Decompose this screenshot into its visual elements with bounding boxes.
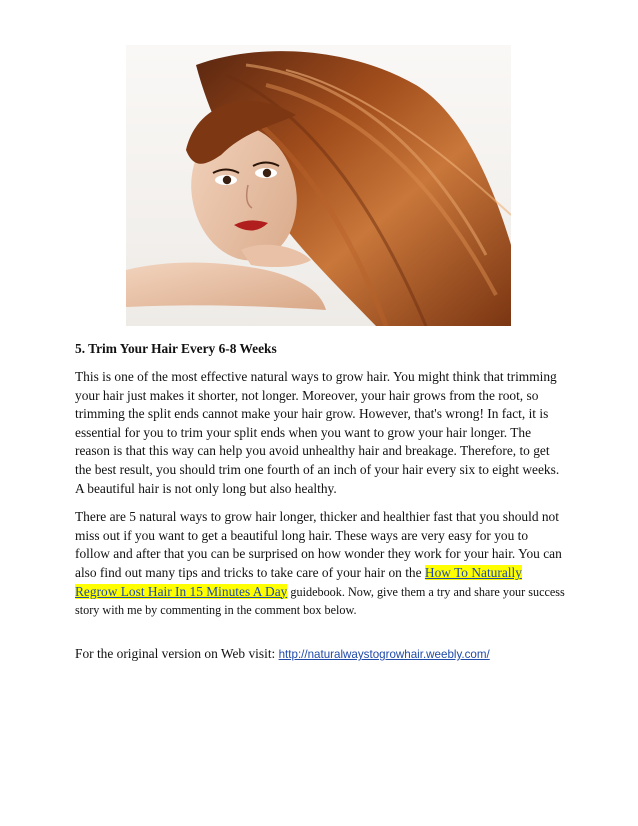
summary-text-start: There are 5 natural ways to grow hair longer, thicker and healthier fast that you should not miss out if you want to get a beautiful long hair. These ways are very easy for you to follow and after that you can be surprised on how wonder they work for your hair. You can also find out many tips and tricks to take care of your hair on the <box>75 509 562 580</box>
section-heading: 5. Trim Your Hair Every 6-8 Weeks <box>75 341 277 356</box>
original-version-footer <box>75 645 490 664</box>
article-body <box>75 340 565 620</box>
hair-photo <box>126 45 511 326</box>
guidebook-link[interactable]: How To Naturally Regrow Lost Hair In 15 Minutes A Day <box>75 564 522 599</box>
original-version-link[interactable]: http://naturalwaystogrowhair.weebly.com/ <box>278 648 490 661</box>
paragraph-summary <box>75 508 565 620</box>
footer-text: For the original version on Web visit: <box>75 646 279 661</box>
paragraph-trim-hair: This is one of the most effective natural ways to grow hair. You might think that trimming your hair just makes it shorter, not longer. Moreover, your hair grows from the root, so trimming the split ends cannot make your hair grow. However, that's wrong! In fact, it is essential for you to trim your split ends when you want to grow your hair longer. The reason is that this way can help you avoid unhealthy hair and breakage. Therefore, to get the best result, you should trim one fourth of an inch of your hair every six to eight weeks. A beautiful hair is not only long but also healthy. <box>75 369 560 496</box>
woman-long-hair-illustration <box>126 45 511 326</box>
summary-text-end: guidebook. Now, give them a try and share your success story with me by commenting in the comment box below. <box>75 584 565 618</box>
